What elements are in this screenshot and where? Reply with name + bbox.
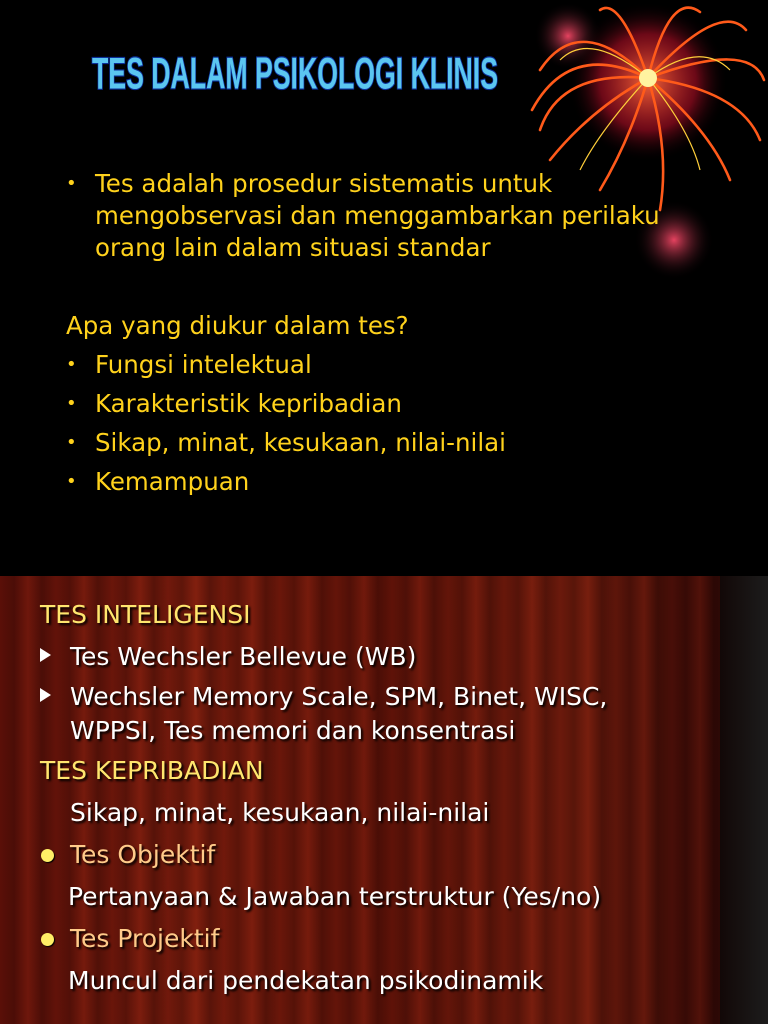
arrow-item xyxy=(40,680,730,748)
list-item xyxy=(66,427,746,459)
list-item-label: Karakteristik kepribadian xyxy=(95,389,402,418)
arrow-bullet-icon xyxy=(40,688,51,702)
intro-line: orang lain dalam situasi standar xyxy=(95,233,491,262)
measure-list xyxy=(66,349,746,498)
objektif-label: Tes Objektif xyxy=(70,840,216,869)
bullet-dot-icon: • xyxy=(66,173,77,194)
arrow-item-label: Wechsler Memory Scale, SPM, Binet, WISC, xyxy=(70,682,608,711)
heading-kepribadian: TES KEPRIBADIAN xyxy=(40,756,264,785)
intro-bullet xyxy=(66,168,746,264)
bullet-dot-icon: • xyxy=(66,471,77,492)
list-item-label: Fungsi intelektual xyxy=(95,350,312,379)
circle-bullet-icon xyxy=(41,933,54,946)
objektif-desc: Pertanyaan & Jawaban terstruktur (Yes/no) xyxy=(68,882,602,911)
slide-2-body xyxy=(40,598,730,1006)
heading-inteligensi: TES INTELIGENSI xyxy=(40,600,251,629)
list-item-label: Sikap, minat, kesukaan, nilai-nilai xyxy=(95,428,506,457)
kepribadian-desc: Sikap, minat, kesukaan, nilai-nilai xyxy=(70,798,490,827)
slide-1-body xyxy=(66,168,746,505)
list-item xyxy=(66,388,746,420)
slide-title xyxy=(86,40,506,100)
title-text: TES DALAM PSIKOLOGI KLINIS xyxy=(92,49,498,99)
arrow-item-label: Tes Wechsler Bellevue (WB) xyxy=(70,642,417,671)
arrow-bullet-icon xyxy=(40,648,51,662)
intro-line: Tes adalah prosedur sistematis untuk xyxy=(95,169,553,198)
projektif-desc: Muncul dari pendekatan psikodinamik xyxy=(68,966,544,995)
bullet-dot-icon: • xyxy=(66,354,77,375)
question-text: Apa yang diukur dalam tes? xyxy=(66,311,409,340)
projektif-label: Tes Projektif xyxy=(70,924,220,953)
projektif-item xyxy=(40,922,730,956)
intro-line: mengobservasi dan menggambarkan perilaku xyxy=(95,201,660,230)
circle-bullet-icon xyxy=(41,849,54,862)
list-item xyxy=(66,349,746,381)
bullet-dot-icon: • xyxy=(66,393,77,414)
arrow-item-label-cont: WPPSI, Tes memori dan konsentrasi xyxy=(70,716,516,745)
slide-2 xyxy=(0,576,768,1024)
objektif-item xyxy=(40,838,730,872)
list-item xyxy=(66,466,746,498)
bullet-dot-icon: • xyxy=(66,432,77,453)
arrow-item xyxy=(40,640,730,674)
list-item-label: Kemampuan xyxy=(95,467,250,496)
